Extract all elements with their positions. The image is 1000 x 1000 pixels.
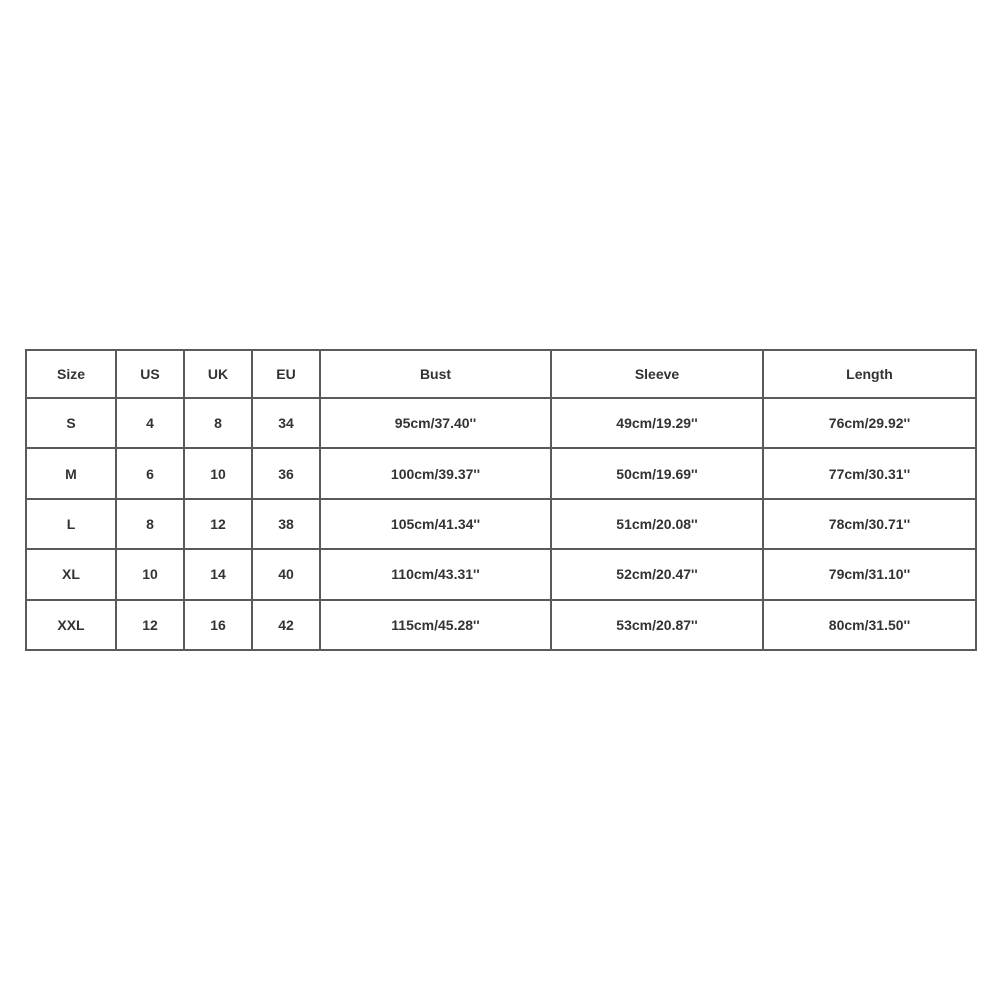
cell-uk: 12 — [184, 499, 252, 549]
cell-size: S — [26, 398, 116, 448]
table-row — [26, 499, 976, 549]
cell-uk: 14 — [184, 549, 252, 599]
cell-uk: 10 — [184, 448, 252, 498]
cell-length: 80cm/31.50'' — [763, 600, 976, 650]
cell-us: 8 — [116, 499, 184, 549]
header-eu: EU — [252, 350, 320, 398]
header-uk: UK — [184, 350, 252, 398]
cell-eu: 40 — [252, 549, 320, 599]
table-row — [26, 398, 976, 448]
cell-us: 6 — [116, 448, 184, 498]
cell-eu: 34 — [252, 398, 320, 448]
cell-sleeve: 52cm/20.47'' — [551, 549, 763, 599]
cell-bust: 95cm/37.40'' — [320, 398, 551, 448]
table-header-row — [26, 350, 976, 398]
cell-bust: 115cm/45.28'' — [320, 600, 551, 650]
header-sleeve: Sleeve — [551, 350, 763, 398]
header-bust: Bust — [320, 350, 551, 398]
cell-uk: 16 — [184, 600, 252, 650]
table-row — [26, 549, 976, 599]
cell-sleeve: 53cm/20.87'' — [551, 600, 763, 650]
header-us: US — [116, 350, 184, 398]
cell-sleeve: 50cm/19.69'' — [551, 448, 763, 498]
cell-length: 77cm/30.31'' — [763, 448, 976, 498]
cell-eu: 36 — [252, 448, 320, 498]
cell-sleeve: 49cm/19.29'' — [551, 398, 763, 448]
cell-bust: 105cm/41.34'' — [320, 499, 551, 549]
table-row — [26, 600, 976, 650]
cell-size: XL — [26, 549, 116, 599]
cell-length: 78cm/30.71'' — [763, 499, 976, 549]
header-length: Length — [763, 350, 976, 398]
cell-sleeve: 51cm/20.08'' — [551, 499, 763, 549]
cell-length: 79cm/31.10'' — [763, 549, 976, 599]
cell-eu: 38 — [252, 499, 320, 549]
cell-size: M — [26, 448, 116, 498]
cell-bust: 110cm/43.31'' — [320, 549, 551, 599]
cell-size: L — [26, 499, 116, 549]
cell-bust: 100cm/39.37'' — [320, 448, 551, 498]
cell-us: 4 — [116, 398, 184, 448]
header-size: Size — [26, 350, 116, 398]
cell-uk: 8 — [184, 398, 252, 448]
cell-us: 10 — [116, 549, 184, 599]
table-row — [26, 448, 976, 498]
size-chart-table — [25, 349, 977, 651]
cell-size: XXL — [26, 600, 116, 650]
cell-us: 12 — [116, 600, 184, 650]
cell-length: 76cm/29.92'' — [763, 398, 976, 448]
cell-eu: 42 — [252, 600, 320, 650]
